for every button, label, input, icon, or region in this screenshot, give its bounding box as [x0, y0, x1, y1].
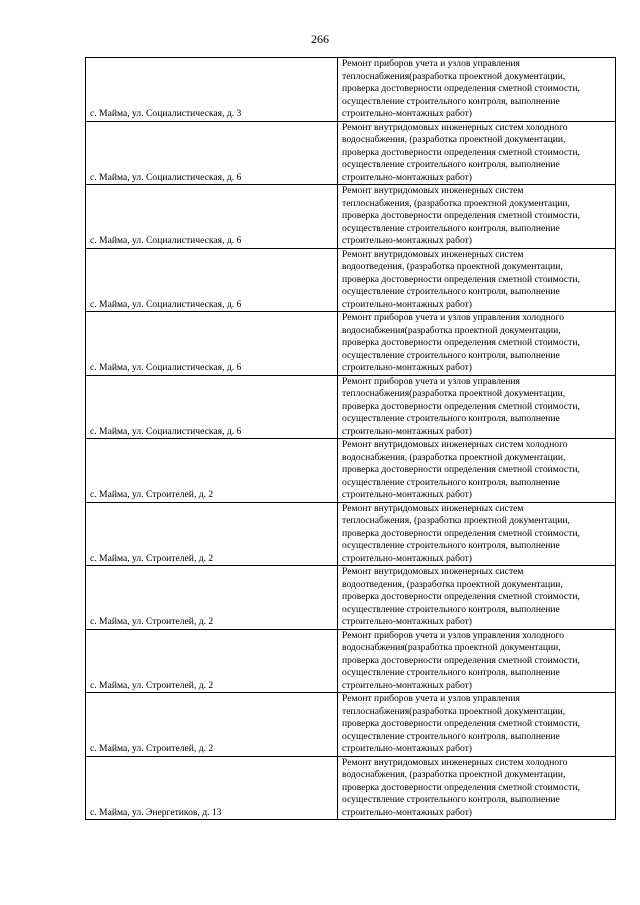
work-line: водоснабжения, (разработка проектной документации, [342, 451, 566, 463]
work-line: проверка достоверности определения сметной стоимости, [342, 781, 580, 793]
work-line: строительно-монтажных работ) [342, 235, 473, 246]
work-line: строительно-монтажных работ) [342, 616, 473, 627]
work-line: теплоснабжения, (разработка проектной документации, [342, 197, 570, 209]
work-line: строительно-монтажных работ) [342, 171, 473, 183]
table-row [86, 693, 616, 757]
work-line: теплоснабжения(разработка проектной документации, [342, 388, 566, 399]
work-description-cell [338, 566, 616, 630]
work-line: осуществление строительного контроля, выполнение [342, 667, 560, 678]
work-description-cell [338, 375, 616, 439]
work-line: осуществление строительного контроля, выполнение [342, 286, 560, 297]
work-line: проверка достоверности определения сметной стоимости, [342, 718, 580, 729]
page-number: 266 [311, 32, 329, 46]
address-cell: с. Майма, ул. Строителей, д. 2 [86, 502, 338, 566]
work-description-cell [338, 439, 616, 503]
table-row [86, 439, 616, 503]
work-line: строительно-монтажных работ) [342, 362, 473, 373]
table-row [86, 248, 616, 312]
work-line: теплоснабжения, (разработка проектной документации, [342, 515, 570, 526]
table-row [86, 756, 616, 820]
work-line: строительно-монтажных работ) [342, 489, 473, 500]
work-line: теплоснабжения(разработка проектной документации, [342, 705, 566, 717]
work-line: проверка достоверности определения сметной стоимости, [342, 591, 580, 602]
address-cell: с. Майма, ул. Социалистическая, д. 6 [86, 248, 338, 312]
table-row [86, 375, 616, 439]
work-description-cell [338, 756, 616, 820]
work-line: водоснабжения, (разработка проектной документации, [342, 769, 566, 780]
address-cell: с. Майма, ул. Социалистическая, д. 6 [86, 185, 338, 249]
work-line: проверка достоверности определения сметной стоимости, [342, 400, 580, 412]
work-line: строительно-монтажных работ) [342, 425, 473, 437]
work-line: осуществление строительного контроля, выполнение [342, 730, 560, 742]
work-line: теплоснабжения(разработка проектной документации, [342, 70, 566, 82]
work-line: Ремонт внутридомовых инженерных систем холодного [342, 756, 568, 768]
work-line: Ремонт приборов учета и узлов управления [342, 693, 520, 704]
work-line: осуществление строительного контроля, выполнение [342, 413, 560, 424]
work-line: Ремонт внутридомовых инженерных систем [342, 566, 524, 577]
work-line: Ремонт внутридомовых инженерных систем холодного [342, 439, 568, 450]
work-line: проверка достоверности определения сметной стоимости, [342, 337, 580, 348]
work-line: Ремонт внутридомовых инженерных систем [342, 248, 524, 260]
work-line: водоснабжения(разработка проектной документации, [342, 642, 561, 653]
work-line: осуществление строительного контроля, выполнение [342, 159, 560, 170]
work-line: Ремонт внутридомовых инженерных систем [342, 502, 524, 514]
work-line: осуществление строительного контроля, выполнение [342, 476, 560, 488]
work-line: Ремонт внутридомовых инженерных систем холодного [342, 121, 568, 133]
work-line: осуществление строительного контроля, выполнение [342, 95, 560, 107]
work-line: осуществление строительного контроля, выполнение [342, 603, 560, 615]
work-line: строительно-монтажных работ) [342, 108, 473, 119]
address-cell: с. Майма, ул. Социалистическая, д. 6 [86, 312, 338, 376]
work-description-cell [338, 312, 616, 376]
work-line: строительно-монтажных работ) [342, 806, 473, 818]
work-line: строительно-монтажных работ) [342, 743, 473, 754]
work-line: Ремонт приборов учета и узлов управления холодного [342, 629, 565, 641]
work-line: проверка достоверности определения сметной стоимости, [342, 527, 580, 539]
table-row [86, 312, 616, 376]
work-line: проверка достоверности определения сметной стоимости, [342, 210, 580, 221]
work-line: водоотведения, (разработка проектной документации, [342, 261, 563, 272]
address-cell: с. Майма, ул. Строителей, д. 2 [86, 566, 338, 630]
work-line: осуществление строительного контроля, выполнение [342, 794, 560, 805]
address-cell: с. Майма, ул. Энергетиков, д. 13 [86, 756, 338, 820]
work-description-cell [338, 693, 616, 757]
table-row [86, 629, 616, 693]
address-cell: с. Майма, ул. Социалистическая, д. 6 [86, 121, 338, 185]
work-description-cell [338, 502, 616, 566]
work-line: осуществление строительного контроля, выполнение [342, 349, 560, 361]
work-line: осуществление строительного контроля, выполнение [342, 540, 560, 551]
work-description-cell [338, 121, 616, 185]
work-line: строительно-монтажных работ) [342, 552, 473, 564]
work-line: строительно-монтажных работ) [342, 298, 473, 310]
address-cell: с. Майма, ул. Социалистическая, д. 6 [86, 375, 338, 439]
work-line: проверка достоверности определения сметной стоимости, [342, 83, 580, 94]
work-line: проверка достоверности определения сметной стоимости, [342, 464, 580, 475]
work-description-cell [338, 58, 616, 122]
work-line: проверка достоверности определения сметной стоимости, [342, 273, 580, 285]
table-row [86, 566, 616, 630]
address-cell: с. Майма, ул. Строителей, д. 2 [86, 629, 338, 693]
work-line: водоснабжения(разработка проектной документации, [342, 324, 561, 336]
work-line: строительно-монтажных работ) [342, 679, 473, 691]
work-line: Ремонт внутридомовых инженерных систем [342, 185, 524, 196]
work-line: водоснабжения, (разработка проектной документации, [342, 134, 566, 145]
work-line: проверка достоверности определения сметной стоимости, [342, 654, 580, 666]
work-line: Ремонт приборов учета и узлов управления [342, 58, 520, 69]
work-description-cell [338, 629, 616, 693]
table-row [86, 502, 616, 566]
works-table-body [86, 58, 616, 820]
address-cell: с. Майма, ул. Социалистическая, д. 3 [86, 58, 338, 122]
address-cell: с. Майма, ул. Строителей, д. 2 [86, 439, 338, 503]
table-row [86, 58, 616, 122]
address-cell: с. Майма, ул. Строителей, д. 2 [86, 693, 338, 757]
work-line: водоотведения, (разработка проектной документации, [342, 578, 563, 590]
table-row [86, 121, 616, 185]
table-row [86, 185, 616, 249]
work-description-cell [338, 185, 616, 249]
work-line: Ремонт приборов учета и узлов управления холодного [342, 312, 565, 323]
work-line: проверка достоверности определения сметной стоимости, [342, 146, 580, 158]
works-table [85, 57, 616, 820]
work-line: осуществление строительного контроля, выполнение [342, 222, 560, 234]
work-description-cell [338, 248, 616, 312]
work-line: Ремонт приборов учета и узлов управления [342, 375, 520, 387]
